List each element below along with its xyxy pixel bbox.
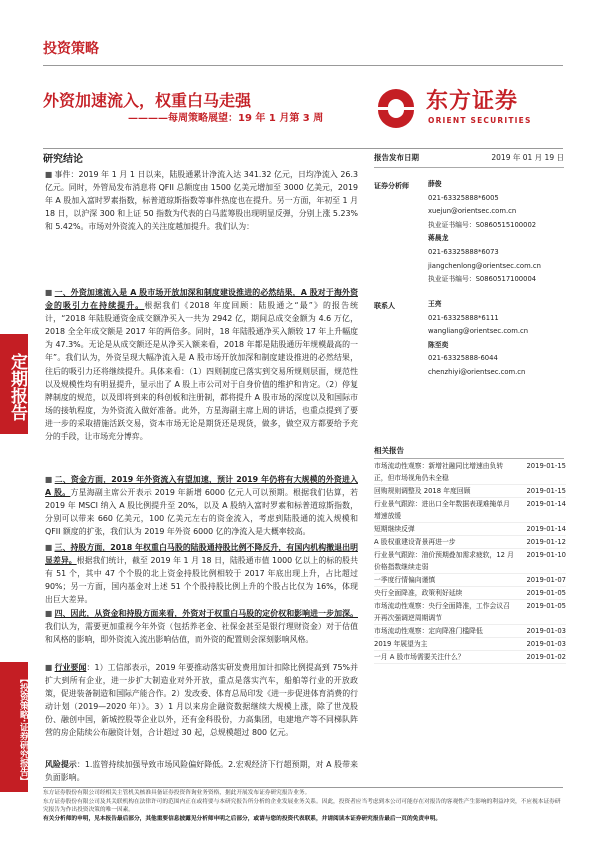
disclaimer-line: 东方证券股份有限公司经相关主管机关核准具备证券投资咨询业务资格，据此开展发布证券研究报告业务。 xyxy=(43,790,311,796)
related-report-item[interactable] xyxy=(374,523,566,536)
orient-logo-icon xyxy=(374,85,418,129)
paragraph-headline: 三、持股方面，2018 年权重白马股的陆股通持股比例不降反升，有国内机构撤退出明显差异。 xyxy=(45,543,358,566)
paragraph-headline: 二、资金方面，2019 年外资流入有望加速，预计 2019 年仍将有大规模的外资进入 A 股。 xyxy=(45,475,358,498)
paragraph-headline: 四、因此，从资金和持股方面来看，外资对于权重白马股的定价权和影响进一步加深。 xyxy=(54,609,358,618)
analyst-phone: 021-63325888*6073 xyxy=(428,247,499,256)
contact-phone: 021-63325888-6044 xyxy=(428,354,498,363)
paragraph-text: 根据我们统计，截至 2019 年 1 月 18 日，陆股通市值 1000 亿以上的标的股共有 51 个，其中 47 个个股的北上资金持股比例相较于 2017 年底出现上升，占比超过 90%；另一方面，国内基金对上述 51 个个股持股比例上升的个股占比仅为 16%，体现出巨大差异。 xyxy=(45,556,358,605)
related-report-date: 2019-01-12 xyxy=(526,538,566,546)
analyst-license: 执业证书编号：S0860517100004 xyxy=(428,275,537,284)
publish-date-row xyxy=(374,153,564,165)
related-report-item[interactable] xyxy=(374,625,566,638)
section-divider xyxy=(43,148,563,149)
related-report-title: 2019 年展望为主 xyxy=(374,640,428,648)
paragraph-point-3 xyxy=(45,541,358,606)
paragraph-text: 方星海副主席公开表示 2019 年新增 6000 亿元人可以预期。根据我们估算，若 2019 年 MSCI 纳入 A 股比例提升至 20%，以及 A 股纳入富时罗素和标普道琼斯指数，分别可以带来 660 亿美元，100 亿美元左右的资金流入，考虑到陆股通的流入规模和 QFII 额度的扩张，我们认为 2019 年外资 6000 亿的净流入是大概率较高。 xyxy=(45,488,358,537)
disclaimer-line: 东方证券股份有限公司及其关联机构在法律许可的范围内正在或将要与本研究报告所分析的企业发展业务关系。因此，投资者应当考虑到本公司可能存在对报告的客观性产生影响的利益冲突，不应视本证券研究报告为作出投资决策的唯一因素。 xyxy=(43,798,561,814)
disclaimer-line: 有关分析师的申明，见本报告最后部分，其他重要信息披露见分析师申明之后部分，或请与您的投资代表联系，并请阅读本证券研究报告最后一页的免责申明。 xyxy=(43,815,442,822)
related-report-date: 2019-01-15 xyxy=(526,462,566,470)
analyst-email[interactable]: jiangchenlong@orientsec.com.cn xyxy=(428,261,541,270)
related-report-item[interactable] xyxy=(374,638,566,651)
related-report-date: 2019-01-14 xyxy=(526,500,566,508)
related-report-date: 2019-01-03 xyxy=(526,640,566,648)
related-report-item[interactable] xyxy=(374,600,566,625)
contact-name: 王亮 xyxy=(428,300,442,308)
related-reports-list xyxy=(374,460,566,664)
related-report-item[interactable] xyxy=(374,498,566,523)
contact-phone: 021-63325888*6111 xyxy=(428,313,499,322)
risk-text: ：1.监管持续加强导致市场风险偏好降低。2.宏观经济下行超预期，对 A 股带来负面影响。 xyxy=(45,760,358,783)
related-report-date: 2019-01-05 xyxy=(526,602,566,610)
paragraph-headline: 一、外资加速流入是 A 股市场开放加深和制度建设推进的必然结果，A 股对于海外资金的吸引力在持续提升。 xyxy=(45,288,358,311)
section-heading: 研究结论 xyxy=(43,154,83,165)
related-report-item[interactable] xyxy=(374,574,566,587)
related-report-date: 2019-01-14 xyxy=(526,525,566,533)
contact-email[interactable]: wangliang@orientsec.com.cn xyxy=(428,327,529,336)
related-report-item[interactable] xyxy=(374,460,566,485)
related-report-date: 2019-01-05 xyxy=(526,589,566,597)
paragraph-point-4 xyxy=(45,607,358,646)
related-report-item[interactable] xyxy=(374,549,566,574)
bullet-icon: ■ xyxy=(45,543,53,552)
paragraph-headline: 行业要闻 xyxy=(54,663,87,672)
paragraph-industry-news xyxy=(45,661,358,740)
report-title: 外资加速流入，权重白马走强 xyxy=(43,91,252,110)
related-report-title: 市场流动性观察：央行全面降准，工作会议召开再次强调逆周期调节 xyxy=(374,602,510,622)
publish-date-label: 报告发布日期 xyxy=(374,153,419,162)
report-series: 投资策略 xyxy=(43,41,99,57)
bullet-icon: ■ xyxy=(45,475,53,484)
contact-name: 陈至奕 xyxy=(428,340,449,349)
paragraph-risk xyxy=(45,758,358,784)
analyst-name: 薛俊 xyxy=(428,180,442,188)
paragraph-point-1 xyxy=(45,286,358,443)
related-report-item[interactable] xyxy=(374,536,566,549)
contact-label: 联系人 xyxy=(374,302,395,310)
analyst-block xyxy=(428,178,568,287)
logo-text-cn: 东方证券 xyxy=(426,89,519,114)
paragraph-text: 事件：2019 年 1 月 1 日以来，陆股通累计净流入达 341.32 亿元，日均净流入 26.3 亿元。同时，外管局发布消息将 QFII 总额度由 1500 亿美元增加至 3000 亿美元，2019 年 A 股加入富时罗素指数，标普道琼斯指数等事件热度也在提升。另一方面，年初至 1 月 18 日，以沪深 300 和上证 50 指数为代表的白马蓝筹股出现明显反弹，分别上涨 5.23%和 5.42%。市场对外资流入的关注度越加提升。我们认为： xyxy=(45,170,358,232)
disclaimer xyxy=(43,789,565,823)
related-report-title: 市场流动性观察：定向降准门槛降低 xyxy=(374,627,483,635)
related-report-title: 市场流动性观察：新增社融同比增速由负转正，但市场视角仍未全稳 xyxy=(374,462,504,482)
risk-heading: 风险提示 xyxy=(45,760,77,769)
company-logo xyxy=(374,85,564,131)
contact-block xyxy=(428,298,568,380)
paragraph-text: ：1）工信部表示，2019 年要推动落实研发费用加计扣除比例提高到 75%并扩大到所有企业，进一步扩大制造业对外开放，重点是落实汽车，船舶等行业的开放政策，促进装备制造和国际产能合作。2）发改委、体育总局印发《进一步促进体育消费的行动计划（2019—2020 年）》。3）1 月以来房企融资数据继续大规模上涨，除了世茂股份、融创中国，新城控股等企业以外，还有金科股份，力高集团，电建地产等不同梯队阵营的房企陆续公布融资计划，合计超过 30 起，总规模超过 800 亿元。 xyxy=(45,663,358,738)
analyst-license: 执业证书编号：S0860515100002 xyxy=(428,220,537,229)
analyst-label: 证券分析师 xyxy=(374,182,409,190)
paragraph-point-2 xyxy=(45,473,358,538)
related-report-date: 2019-01-02 xyxy=(526,653,566,661)
related-report-date: 2019-01-03 xyxy=(526,627,566,635)
related-report-title: 行业景气跟踪：进出口全年数据表现难掩单月增速放缓 xyxy=(374,500,510,520)
bullet-icon: ■ xyxy=(45,170,53,179)
related-report-item[interactable] xyxy=(374,587,566,600)
publish-date-value: 2019 年 01 月 19 日 xyxy=(491,153,564,162)
related-report-title: A 股权重建设背景再进一步 xyxy=(374,538,456,546)
footer-divider xyxy=(43,787,563,788)
logo-text-en: ORIENT SECURITIES xyxy=(428,116,532,125)
related-report-item[interactable] xyxy=(374,651,566,664)
paragraph-text: 我们认为，需要更加重视今年外资（包括养老金、社保金甚至是银行理财资金）对于估值和风格的影响，即外资流入流出影响估值，而外资的配置则会深刻影响风格。 xyxy=(45,622,358,645)
analyst-email[interactable]: xuejun@orientsec.com.cn xyxy=(428,207,517,216)
report-category-tab: 【投资策略·证券研究报告】 xyxy=(0,662,28,792)
paragraph-event xyxy=(45,168,358,233)
report-type-tab: 定期报告 xyxy=(0,334,28,434)
date-divider xyxy=(374,167,564,168)
related-report-date: 2019-01-15 xyxy=(526,487,566,495)
related-report-title: 短期继续反弹 xyxy=(374,525,415,533)
bullet-icon: ■ xyxy=(45,609,53,618)
related-report-date: 2019-01-07 xyxy=(526,576,566,584)
analyst-name: 蒋晨龙 xyxy=(428,234,449,243)
related-divider xyxy=(374,458,564,459)
analyst-phone: 021-63325888*6005 xyxy=(428,193,499,202)
report-subtitle: ————每周策略展望：19 年 1 月第 3 周 xyxy=(128,113,324,124)
header-divider xyxy=(43,65,563,66)
related-report-title: 一月 A 股市场需要关注什么？ xyxy=(374,653,465,661)
related-report-title: 回购规则调整及 2018 年度回顾 xyxy=(374,487,471,495)
related-report-item[interactable] xyxy=(374,485,566,498)
contact-email[interactable]: chenzhiyi@orientsec.com.cn xyxy=(428,367,526,376)
related-report-date: 2019-01-10 xyxy=(526,551,566,559)
related-report-title: 行业景气跟踪：油价预期叠加需求疲软，12 月价格指数继续走弱 xyxy=(374,551,514,571)
related-reports-heading: 相关报告 xyxy=(374,446,404,455)
bullet-icon: ■ xyxy=(45,663,53,672)
paragraph-text: 根据我们《2018 年度回顾：陆股通之“最”》的报告统计，“2018 年陆股通资金成交额净买入一共为 2942 亿，期间总成交金额为 4.6 万亿，2018 全全年成交额是 2017 年的两倍多。同时，18 年陆股通净买入额较 17 年上升幅度为 47.3%。无论是从成交额还是从净买入额来看，2018 年都是陆股通历年规模最高的一年”。我们认为，外资呈现大幅净流入是 A 股市场开放加深和制度建设推进的必然结果，往后的吸引力还将继续提升。具体来看：（1）四则制度已落实到交易所规则层面，规范性以及规模性均有明显提升，显示出了 A 股上市公司对于自身价值的维护和肯定。（2）停复牌制度的规范，以及即将到来的科创板和注册制，都将提升 A 股市场的深度以及和国际市场的接轨程度，为外资流入做好准备。此外，方星海副主席上周的讲话，也重点提到了要进一步的采取措施活跃交易，资本市场无论是期货还是现货，做多，做空双方都要给予充分的手段，让市场充分博弈。 xyxy=(45,301,358,442)
related-report-title: 一季度行情偏向谨慎 xyxy=(374,576,436,584)
related-report-title: 央行全面降准，政策利好延续 xyxy=(374,589,463,597)
bullet-icon: ■ xyxy=(45,288,53,297)
